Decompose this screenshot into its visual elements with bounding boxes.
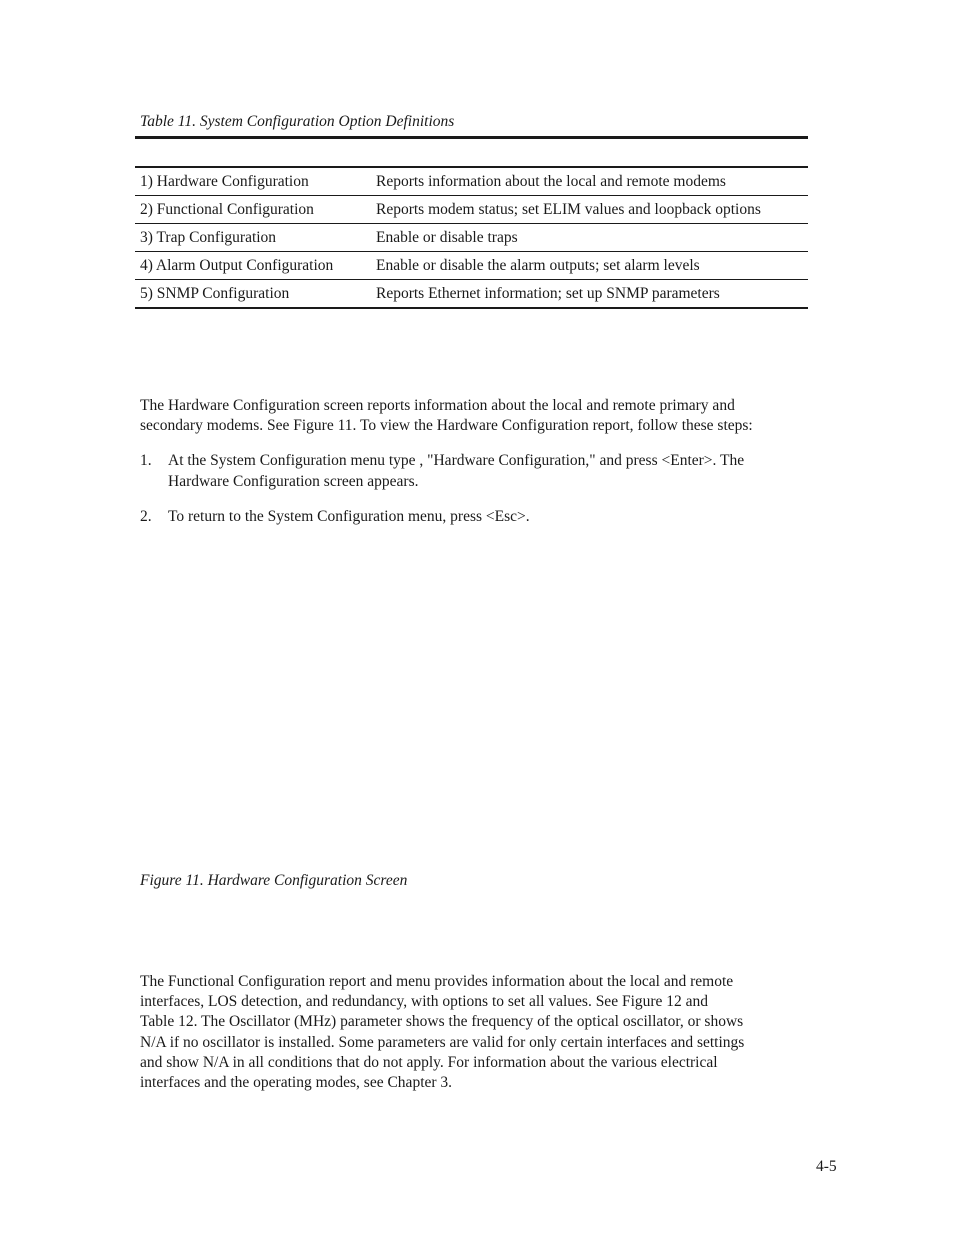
table-row [135,196,808,224]
paragraph-line: secondary modems. See Figure 11. To view the Hardware Configuration report, follow these steps: [140,417,753,435]
paragraph-line: N/A if no oscillator is installed. Some parameters are valid for only certain interfaces and settings [140,1033,745,1051]
system-configuration-options-table [135,166,808,309]
paragraph-line: interfaces and the operating modes, see Chapter 3. [140,1074,453,1092]
option-cell: 5) SNMP Configuration [140,284,290,302]
step-text [168,450,840,492]
definition-cell: Enable or disable the alarm outputs; set alarm levels [371,252,808,280]
figure-caption: Figure 11. Hardware Configuration Screen [140,872,408,889]
step-1 [140,450,840,494]
step-2 [140,506,840,528]
table-row [135,252,808,280]
step-line: To return to the System Configuration menu, press <Esc>. [168,508,530,525]
definition-cell: Reports modem status; set ELIM values and loopback options [371,196,808,224]
paragraph-line: The Hardware Configuration screen reports information about the local and remote primary and [140,397,735,414]
option-cell: 4) Alarm Output Configuration [135,252,371,280]
paragraph-line: and show N/A in all conditions that do not apply. For information about the various electrical [140,1053,718,1071]
definition-cell: Reports information about the local and remote modems [371,167,808,196]
caption-rule [135,136,808,139]
step-number: 2. [140,508,152,525]
paragraph-line: interfaces, LOS detection, and redundancy, with options to set all values. See Figure 12 and [140,993,709,1011]
paragraph-line: Table 12. The Oscillator (MHz) parameter shows the frequency of the optical oscillator, or shows [140,1013,744,1031]
option-cell: 1) Hardware Configuration [135,167,371,196]
paragraph-line: The Functional Configuration report and menu provides information about the local and remote [140,973,734,990]
step-text [168,506,840,527]
step-number: 1. [140,452,152,469]
hardware-intro-paragraph [140,396,840,436]
definition-cell: Enable or disable traps [371,224,808,252]
page-number: 4-5 [816,1158,837,1175]
table-row [135,224,808,252]
table-caption: Table 11. System Configuration Option Definitions [140,113,455,130]
step-line: At the System Configuration menu type , "Hardware Configuration," and press <Enter>. The [168,452,745,469]
table-row [135,280,808,309]
functional-configuration-paragraph [140,972,840,1093]
table-row [135,167,808,196]
definition-cell: Reports Ethernet information; set up SNMP parameters [376,284,720,302]
option-cell: 3) Trap Configuration [135,224,371,252]
option-cell: 2) Functional Configuration [135,196,371,224]
step-line: Hardware Configuration screen appears. [168,473,419,490]
